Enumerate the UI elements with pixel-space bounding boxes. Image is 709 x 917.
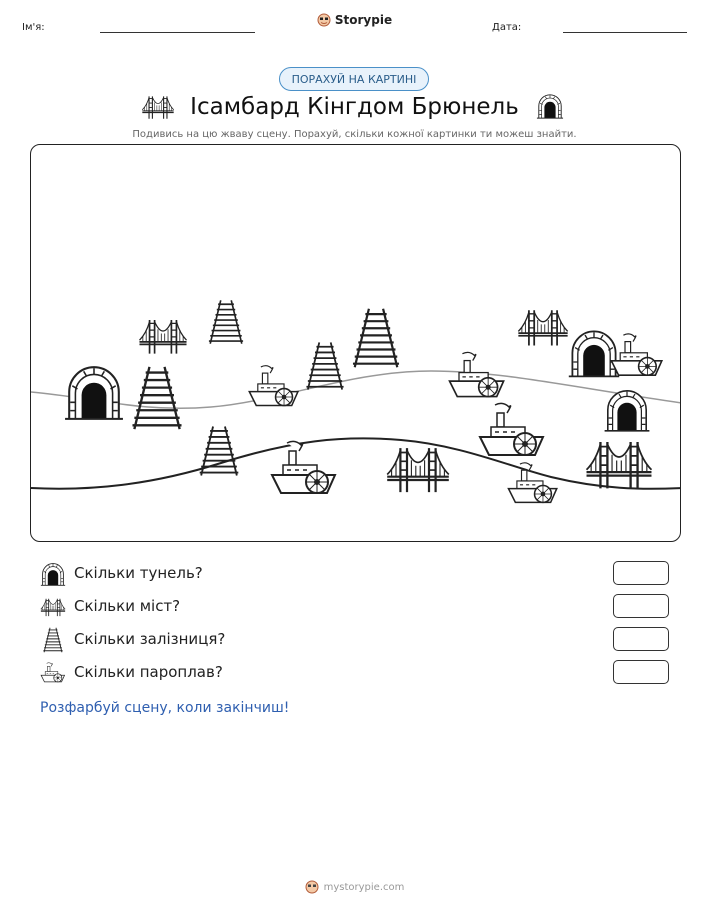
scene-steamship-icon xyxy=(508,463,556,503)
scene-steamship-icon xyxy=(480,403,543,455)
activity-badge: ПОРАХУЙ НА КАРТИНІ xyxy=(279,67,429,91)
scene-railway-icon xyxy=(209,300,243,343)
date-label: Дата: xyxy=(492,22,522,33)
answer-box-tunnel[interactable] xyxy=(613,561,669,585)
scene-steamship-icon xyxy=(272,441,335,493)
footer-logo-icon xyxy=(305,880,319,894)
question-steamship xyxy=(40,660,670,686)
tunnel-icon xyxy=(40,561,66,587)
scene-railway-icon xyxy=(353,309,399,367)
scene-railway-icon xyxy=(132,367,181,429)
scene-bridge-icon xyxy=(518,310,567,345)
brand-icon xyxy=(317,13,331,27)
question-railway xyxy=(40,627,670,653)
foreground-hill-line xyxy=(31,438,681,488)
brand-name: Storypie xyxy=(334,13,393,27)
question-text: Скільки тунель? xyxy=(74,564,203,582)
scene-bridge-icon xyxy=(387,448,449,492)
scene-drawing xyxy=(31,145,681,542)
steamship-icon xyxy=(40,660,66,686)
name-label: Ім'я: xyxy=(22,22,45,33)
question-tunnel xyxy=(40,561,670,587)
scene-bridge-icon xyxy=(139,320,186,354)
scene-bridge-icon xyxy=(587,442,652,488)
scene-steamship-icon xyxy=(249,366,298,406)
answer-box-railway[interactable] xyxy=(613,627,669,651)
question-text: Скільки пароплав? xyxy=(74,663,223,681)
question-text: Скільки міст? xyxy=(74,597,181,615)
brand-logo xyxy=(0,13,709,30)
footer-url[interactable]: mystorypie.com xyxy=(323,881,405,893)
answer-box-bridge[interactable] xyxy=(613,594,669,618)
instructions: Подивись на цю жваву сцену. Порахуй, скільки кожної картинки ти можеш знайти. xyxy=(132,129,577,140)
railway-icon xyxy=(40,627,66,653)
scene-steamship-icon xyxy=(611,334,661,375)
page-title: Ісамбард Кінгдом Брюнель xyxy=(190,94,519,120)
name-field[interactable] xyxy=(100,32,255,33)
question-text: Скільки залізниця? xyxy=(74,630,226,648)
scene-tunnel-icon xyxy=(569,331,619,376)
question-bridge xyxy=(40,594,670,620)
footer xyxy=(0,880,709,897)
scene-tunnel-icon xyxy=(65,367,123,419)
coloring-note: Розфарбуй сцену, коли закінчиш! xyxy=(40,700,290,716)
bridge-icon xyxy=(40,594,66,620)
title-tunnel-icon xyxy=(536,92,564,120)
date-field[interactable] xyxy=(563,32,687,33)
counting-scene xyxy=(30,144,681,542)
answer-box-steamship[interactable] xyxy=(613,660,669,684)
